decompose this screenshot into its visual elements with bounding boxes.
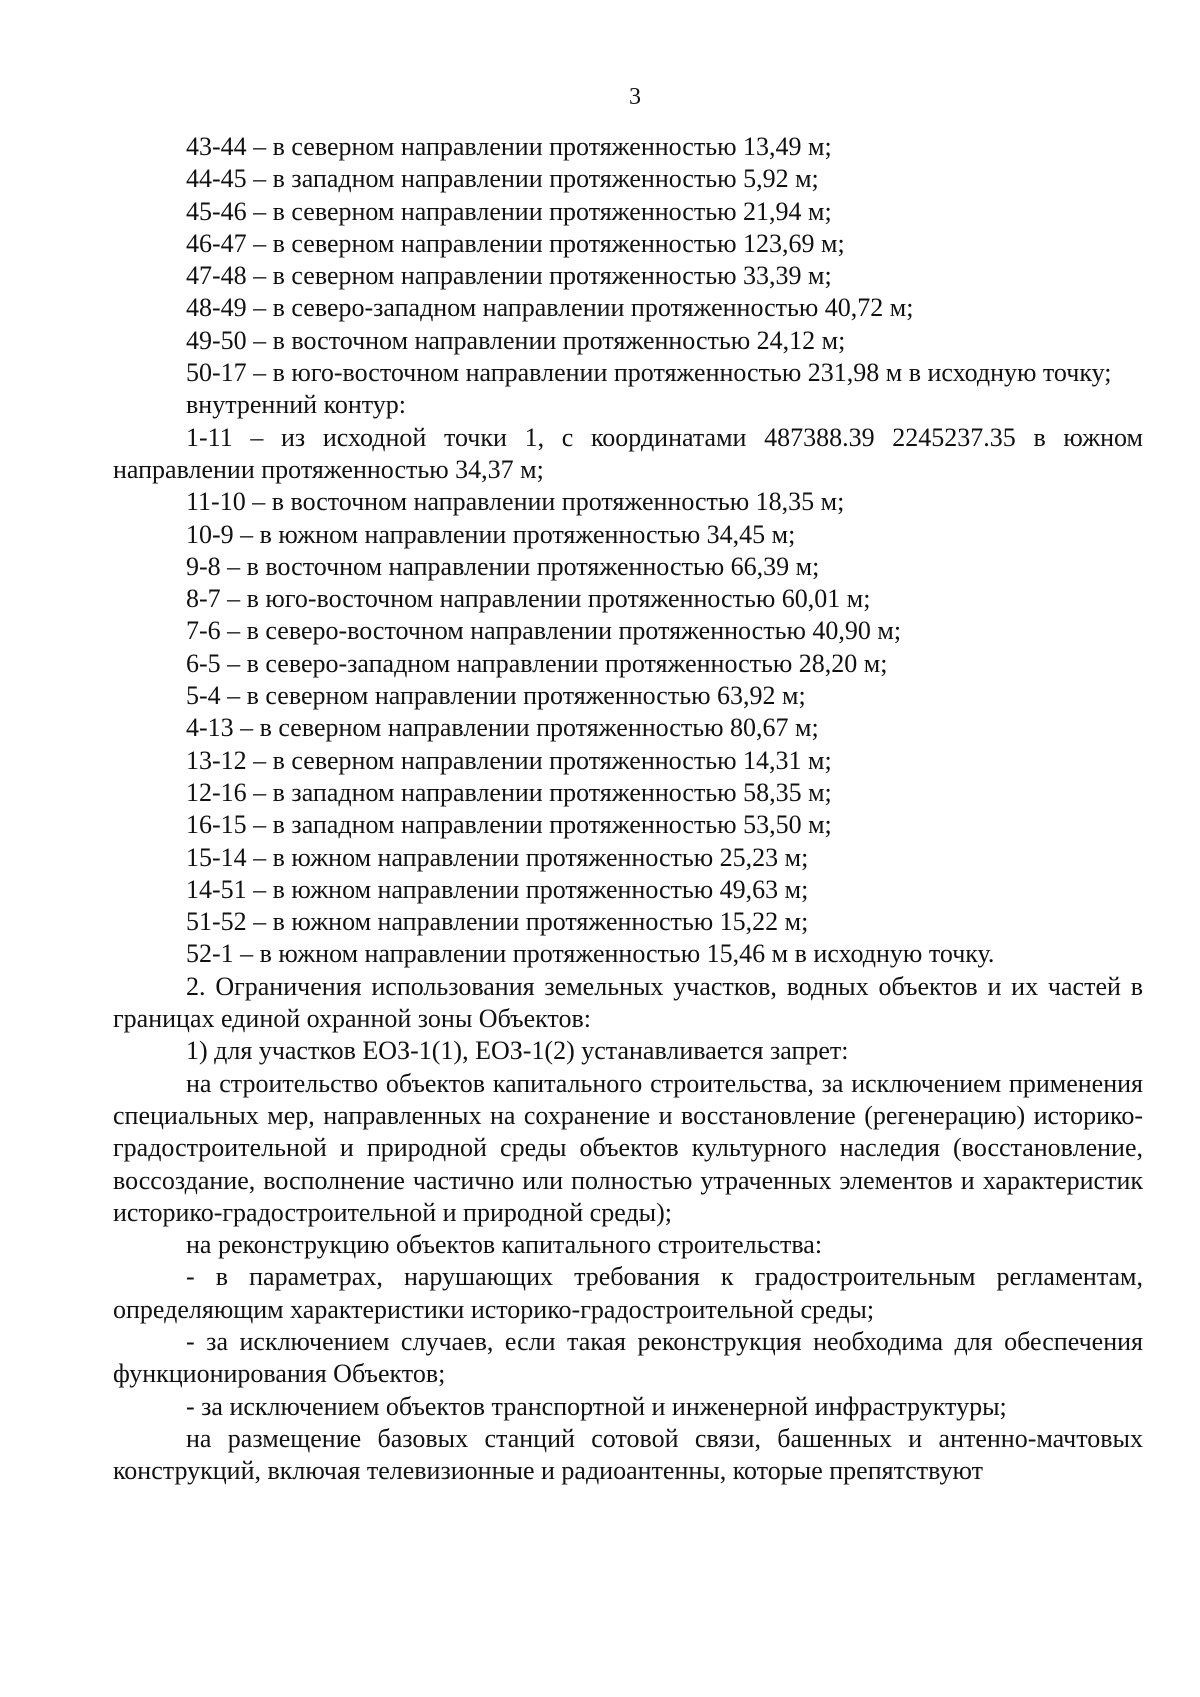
paragraph: 16-15 – в западном направлении протяженностью 53,50 м;: [186, 810, 832, 840]
paragraph: 48-49 – в северо-западном направлении протяженностью 40,72 м;: [186, 293, 914, 323]
paragraph: - за исключением случаев, если такая реконструкция необходима для обеспечения функционирования Объектов;: [113, 1326, 1143, 1389]
paragraph: на реконструкцию объектов капитального строительства:: [186, 1230, 823, 1260]
paragraph: 46-47 – в северном направлении протяженностью 123,69 м;: [186, 228, 845, 258]
paragraph: 1-11 – из исходной точки 1, с координатами 487388.39 2245237.35 в южном направлении протяженностью 34,37 м;: [113, 422, 1143, 484]
paragraph: 11-10 – в восточном направлении протяженностью 18,35 м;: [186, 487, 845, 517]
paragraph: на строительство объектов капитального строительства, за исключением применения специальных мер, направленных на сохранение и восстановление (регенерацию) историко-градостроительной и природной среды объектов культурного наследия (восстановление, воссоздание, восполнение частично или полностью утраченных элементов и характеристик историко-градостроительной и природной среды);: [113, 1068, 1143, 1227]
paragraph: 4-13 – в северном направлении протяженностью 80,67 м;: [186, 713, 819, 743]
paragraph: 50-17 – в юго-восточном направлении протяженностью 231,98 м в исходную точку;: [186, 358, 1112, 388]
paragraph: 44-45 – в западном направлении протяженностью 5,92 м;: [186, 164, 819, 194]
paragraph: 6-5 – в северо-западном направлении протяженностью 28,20 м;: [186, 648, 888, 678]
paragraph: 7-6 – в северо-восточном направлении протяженностью 40,90 м;: [186, 616, 902, 646]
paragraph: 9-8 – в восточном направлении протяженностью 66,39 м;: [186, 551, 820, 581]
paragraph: 15-14 – в южном направлении протяженностью 25,23 м;: [186, 842, 809, 872]
paragraph: 49-50 – в восточном направлении протяженностью 24,12 м;: [186, 325, 846, 355]
paragraph: - за исключением объектов транспортной и инженерной инфраструктуры;: [186, 1391, 1007, 1421]
paragraph: 52-1 – в южном направлении протяженностью 15,46 м в исходную точку.: [186, 939, 995, 969]
paragraph: 10-9 – в южном направлении протяженностью 34,45 м;: [186, 519, 796, 549]
paragraph: 8-7 – в юго-восточном направлении протяженностью 60,01 м;: [186, 584, 871, 614]
paragraph: на размещение базовых станций сотовой связи, башенных и антенно-мачтовых конструкций, включая телевизионные и радиоантенны, которые препятствуют: [113, 1423, 1143, 1486]
paragraph: 5-4 – в северном направлении протяженностью 63,92 м;: [186, 681, 806, 711]
section-label: внутренний контур:: [186, 390, 407, 420]
section-heading: 2. Ограничения использования земельных участков, водных объектов и их частей в границах единой охранной зоны Объектов:: [113, 971, 1143, 1034]
paragraph: 51-52 – в южном направлении протяженностью 15,22 м;: [186, 907, 809, 937]
paragraph: 13-12 – в северном направлении протяженностью 14,31 м;: [186, 745, 832, 775]
paragraph: 47-48 – в северном направлении протяженностью 33,39 м;: [186, 261, 832, 291]
paragraph: 1) для участков ЕОЗ-1(1), ЕОЗ-1(2) устанавливается запрет:: [186, 1036, 849, 1066]
page-number: 3: [629, 84, 641, 110]
paragraph: 43-44 – в северном направлении протяженностью 13,49 м;: [186, 132, 832, 161]
paragraph: 14-51 – в южном направлении протяженностью 49,63 м;: [186, 874, 809, 904]
paragraph: 45-46 – в северном направлении протяженностью 21,94 м;: [186, 196, 832, 226]
paragraph: - в параметрах, нарушающих требования к градостроительным регламентам, определяющим характеристики историко-градостроительной среды;: [113, 1262, 1143, 1324]
document-body: [113, 131, 1143, 1487]
paragraph: 12-16 – в западном направлении протяженностью 58,35 м;: [186, 777, 832, 807]
